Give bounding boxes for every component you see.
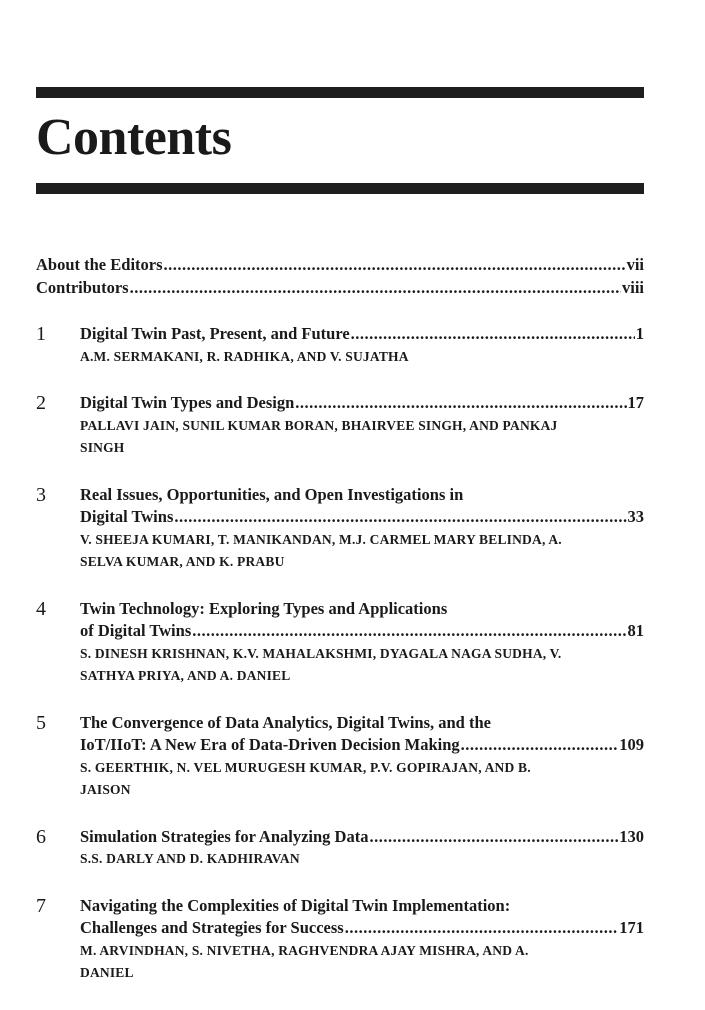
chapter-title-final-line	[80, 826, 644, 849]
chapter-title: Digital Twin Types and Design	[80, 393, 295, 412]
chapter-title: Digital Twin Past, Present, and Future	[80, 324, 350, 343]
dot-leader	[461, 734, 619, 757]
page-title: Contents	[36, 109, 232, 166]
chapter-title: of Digital Twins	[80, 621, 192, 640]
toc-entry-page: vii	[626, 255, 644, 274]
chapter-number: 4	[36, 597, 46, 620]
bottom-rule	[36, 183, 644, 194]
dot-leader	[192, 620, 626, 643]
dot-leader	[130, 277, 621, 300]
chapter-number: 1	[36, 323, 46, 345]
chapter-title: Challenges and Strategies for Success	[80, 918, 344, 937]
dot-leader	[345, 917, 619, 940]
dot-leader	[369, 826, 618, 849]
toc-entry-contributors[interactable]	[36, 277, 644, 300]
table-of-contents	[36, 254, 644, 985]
chapter-authors: A.M. SERMAKANI, R. RADHIKA, AND V. SUJATHA	[80, 348, 409, 364]
top-rule	[36, 87, 644, 98]
chapter-number: 5	[36, 711, 46, 734]
toc-chapter-1[interactable]	[36, 323, 644, 368]
chapter-page-number: 171	[619, 918, 644, 937]
toc-chapter-7[interactable]	[36, 895, 644, 985]
toc-chapter-6[interactable]	[36, 826, 644, 871]
toc-chapter-2[interactable]	[36, 392, 644, 460]
chapter-title-line: Twin Technology: Exploring Types and Applications	[80, 598, 448, 618]
chapter-title-final-line	[80, 392, 644, 415]
toc-entry-label: Contributors	[36, 277, 129, 297]
chapter-title-line: Navigating the Complexities of Digital Twin Implementation:	[80, 895, 511, 915]
chapter-authors: M. ARVINDHAN, S. NIVETHA, RAGHVENDRA AJAY MISHRA, AND A. DANIEL	[80, 942, 529, 980]
chapter-page-number: 81	[627, 621, 644, 640]
chapter-title-final-line	[80, 323, 644, 346]
toc-entry-page: viii	[621, 277, 644, 297]
chapter-page-number: 17	[627, 393, 644, 412]
dot-leader	[164, 254, 626, 277]
dot-leader	[295, 392, 626, 415]
chapter-number: 6	[36, 825, 46, 848]
chapter-title: Simulation Strategies for Analyzing Data	[80, 826, 369, 846]
dot-leader	[351, 323, 635, 346]
toc-chapter-3[interactable]	[36, 484, 644, 574]
chapter-authors: V. SHEEJA KUMARI, T. MANIKANDAN, M.J. CARMEL MARY BELINDA, A. SELVA KUMAR, AND K. PRABU	[80, 531, 562, 569]
chapter-authors: S. GEERTHIK, N. VEL MURUGESH KUMAR, P.V. GOPIRAJAN, AND B. JAISON	[80, 759, 531, 797]
chapter-title: Digital Twins	[80, 507, 174, 526]
chapter-authors: S.S. DARLY AND D. KADHIRAVAN	[80, 851, 300, 866]
chapter-number: 3	[36, 483, 46, 506]
chapter-list	[36, 323, 644, 985]
chapter-title: IoT/IIoT: A New Era of Data-Driven Decision Making	[80, 735, 460, 754]
chapter-title-final-line	[80, 620, 644, 643]
toc-entry-about-editors[interactable]	[36, 254, 644, 277]
chapter-title-final-line	[80, 917, 644, 940]
chapter-number: 7	[36, 894, 46, 917]
chapter-page-number: 33	[627, 507, 644, 526]
chapter-title-final-line	[80, 506, 644, 529]
toc-chapter-5[interactable]	[36, 712, 644, 802]
chapter-authors: S. DINESH KRISHNAN, K.V. MAHALAKSHMI, DYAGALA NAGA SUDHA, V. SATHYA PRIYA, AND A. DANIEL	[80, 645, 562, 683]
chapter-page-number: 109	[619, 735, 644, 754]
toc-entry-label: About the Editors	[36, 255, 163, 274]
dot-leader	[174, 506, 626, 529]
toc-chapter-4[interactable]	[36, 598, 644, 688]
chapter-title-line: The Convergence of Data Analytics, Digital Twins, and the	[80, 712, 491, 732]
chapter-title-line: Real Issues, Opportunities, and Open Investigations in	[80, 484, 464, 504]
chapter-page-number: 1	[635, 324, 644, 343]
chapter-title-final-line	[80, 734, 644, 757]
chapter-authors: PALLAVI JAIN, SUNIL KUMAR BORAN, BHAIRVEE SINGH, AND PANKAJ SINGH	[80, 417, 558, 455]
chapter-page-number: 130	[619, 826, 644, 846]
chapter-number: 2	[36, 392, 46, 414]
